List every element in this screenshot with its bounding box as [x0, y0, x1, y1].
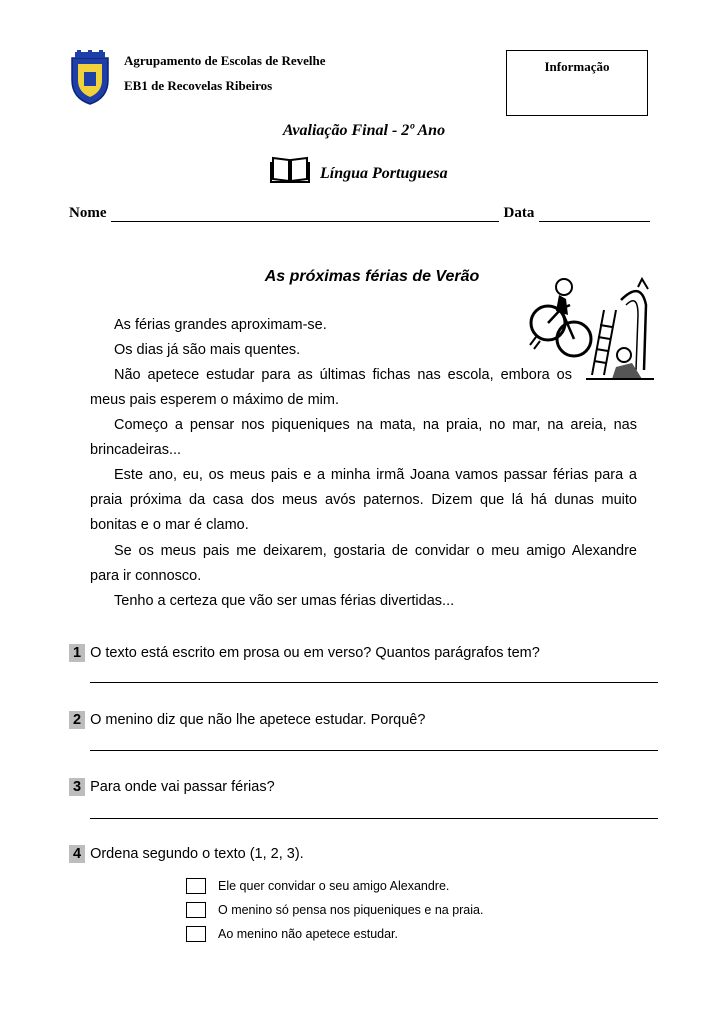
question-text: O menino diz que não lhe apetece estudar. Porquê?: [90, 712, 426, 728]
assessment-title: Avaliação Final - 2º Ano: [282, 122, 446, 139]
text-title: As próximas férias de Verão: [264, 268, 480, 285]
paragraph-4-line-1: Começo a pensar nos piqueniques na mata, na praia, no mar, na areia, nas: [114, 417, 637, 433]
paragraph-2: Os dias já são mais quentes.: [114, 342, 301, 358]
school-name: EB1 de Recovelas Ribeiros: [124, 78, 273, 93]
question-text: Para onde vai passar férias?: [90, 779, 275, 795]
book-icon: [270, 154, 310, 184]
paragraph-5-line-2: praia próxima da casa dos meus avós paternos. Dizem que lá há dunas muito: [90, 492, 637, 508]
paragraph-5-line-3: bonitas e o mar é clamo.: [90, 517, 249, 533]
question-2: [69, 711, 425, 729]
school-group-name: Agrupamento de Escolas de Revelhe: [124, 53, 326, 68]
paragraph-6-line-1: Se os meus pais me deixarem, gostaria de convidar o meu amigo Alexandre: [114, 543, 637, 559]
ordering-option-2: [186, 902, 483, 918]
answer-line-1[interactable]: [90, 682, 658, 683]
order-input-box[interactable]: [186, 902, 206, 918]
question-number: 2: [69, 711, 85, 729]
paragraph-4-line-2: brincadeiras...: [90, 442, 182, 458]
paragraph-3-line-2: meus pais esperem o máximo de mim.: [90, 392, 339, 408]
paragraph-5-line-1: Este ano, eu, os meus pais e a minha irmã Joana vamos passar férias para a: [114, 467, 637, 483]
name-label: Nome: [69, 205, 107, 221]
answer-line-3[interactable]: [90, 818, 658, 819]
order-input-box[interactable]: [186, 926, 206, 942]
question-4: [69, 845, 304, 863]
paragraph-3-line-1: Não apetece estudar para as últimas fichas nas escola, embora os: [114, 367, 572, 383]
question-number: 3: [69, 778, 85, 796]
school-logo: [66, 50, 114, 106]
question-3: [69, 778, 275, 796]
question-number: 1: [69, 644, 85, 662]
question-1: [69, 644, 540, 662]
question-text: Ordena segundo o texto (1, 2, 3).: [90, 846, 304, 862]
ordering-option-text: O menino só pensa nos piqueniques e na praia.: [218, 903, 484, 917]
paragraph-7: Tenho a certeza que vão ser umas férias divertidas...: [114, 593, 455, 609]
date-label: Data: [503, 205, 535, 221]
info-box: [506, 50, 648, 116]
question-text: O texto está escrito em prosa ou em verso? Quantos parágrafos tem?: [90, 645, 540, 661]
name-field[interactable]: [111, 207, 499, 222]
order-input-box[interactable]: [186, 878, 206, 894]
ordering-option-text: Ao menino não apetece estudar.: [218, 927, 398, 941]
ordering-option-3: [186, 926, 398, 942]
answer-line-2[interactable]: [90, 750, 658, 751]
ordering-option-text: Ele quer convidar o seu amigo Alexandre.: [218, 879, 450, 893]
paragraph-6-line-2: para ir connosco.: [90, 568, 202, 584]
question-number: 4: [69, 845, 85, 863]
date-field[interactable]: [539, 207, 650, 222]
ordering-option-1: [186, 878, 449, 894]
paragraph-1: As férias grandes aproximam-se.: [114, 317, 327, 333]
subject-title: Língua Portuguesa: [320, 165, 448, 182]
info-box-label: Informação: [544, 59, 610, 74]
name-date-row: [69, 205, 651, 222]
